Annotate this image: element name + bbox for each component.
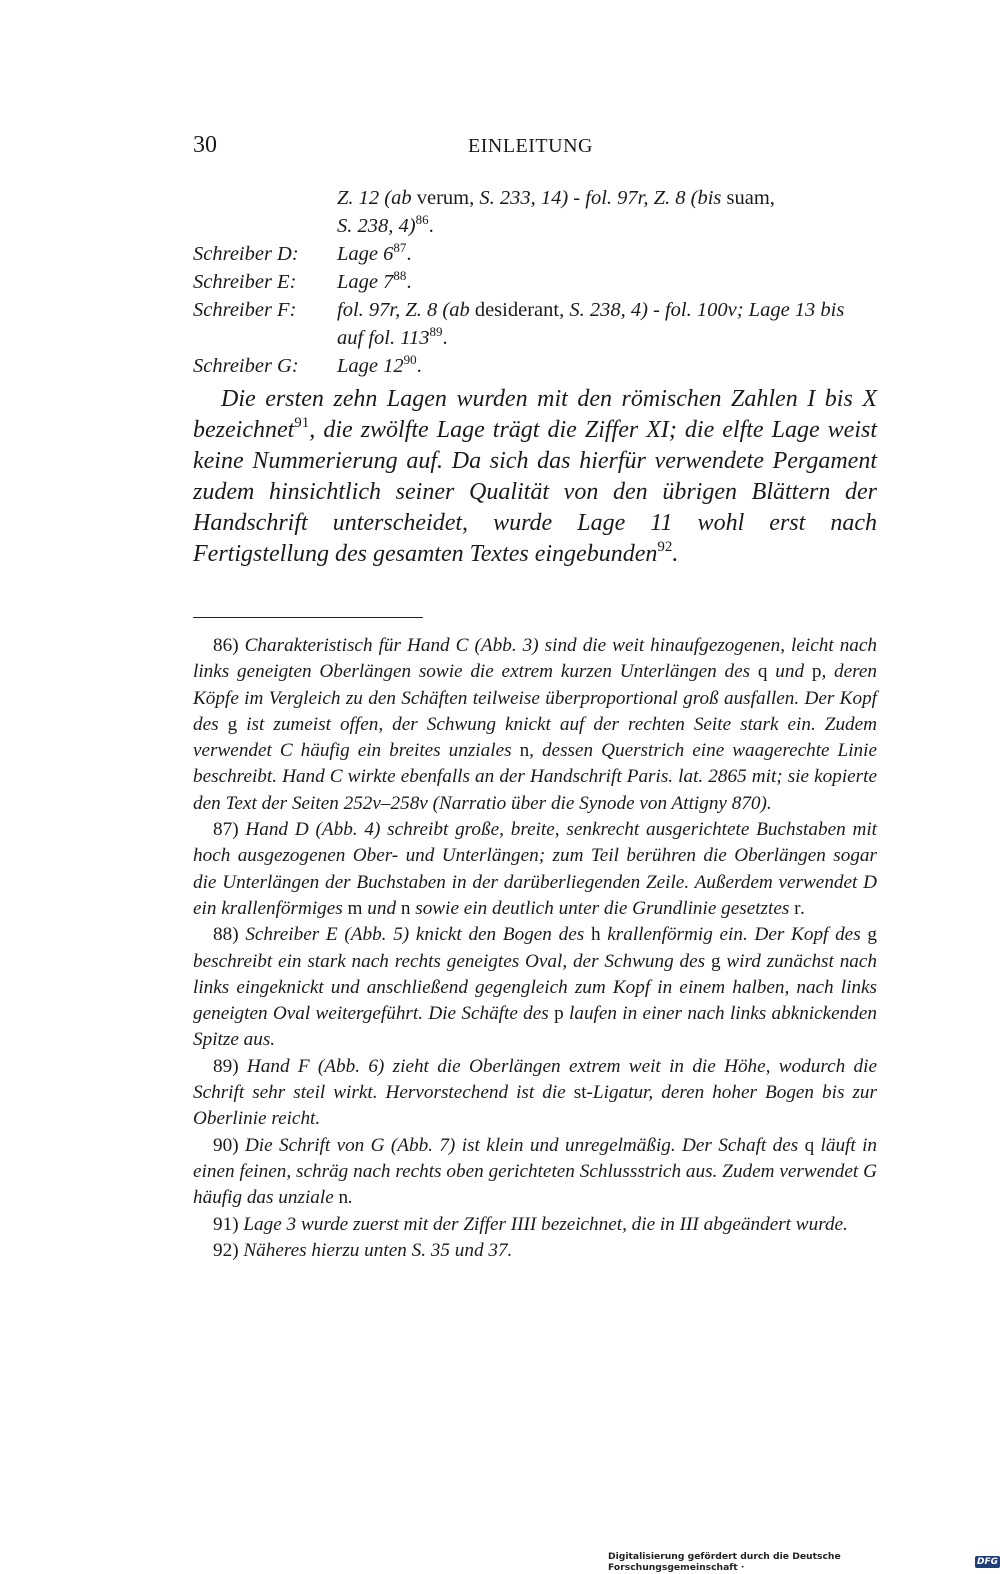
text: fol. 97r, Z. 8 (ab — [337, 299, 475, 321]
text: wird zunächst nach links eingeknickt und anschließend gegengleich zum Kopf in einem halben, nach links geneigten Oval weitergeführt. Die Schäfte des — [193, 950, 877, 1025]
text: . — [406, 243, 412, 265]
footnote-number: 92) — [213, 1239, 239, 1261]
text: sowie ein deutlich unter die Grundlinie gesetztes — [410, 897, 795, 919]
text: S. 238, 4) — [337, 215, 416, 237]
text: , die zwölfte Lage trägt die Ziffer XI; die elfte Lage weist keine Nummerierung auf. Da sich das hierfür verwendete Pergament zudem hinsichtlich seiner Qualität von den übrigen Blättern der Handschrift unterscheidet, wurde Lage 11 wohl erst nach Fertigstellung des gesamten Textes eingebunden — [193, 417, 877, 567]
text: Schreiber E (Abb. 5) knickt den Bogen des — [245, 924, 591, 946]
text: . — [406, 271, 412, 293]
scribe-list — [193, 184, 877, 380]
scribe-e-label: Schreiber E: — [193, 271, 297, 293]
text: krallenförmig ein. Der Kopf des — [600, 924, 868, 946]
text: g — [710, 950, 721, 972]
scribe-e-entry — [193, 268, 877, 296]
footnote-ref-89[interactable]: 89 — [429, 324, 443, 339]
running-head: EINLEITUNG — [468, 135, 593, 157]
text: , dessen Querstrich eine waagerechte Linie beschreibt. Hand C wirkte ebenfalls an der Handschrift Paris. lat. 2865 mit; sie kopierte den Text der Seiten 252v–258v (Narratio über die Synode von Attigny 870). — [193, 740, 877, 814]
text: , — [769, 187, 775, 209]
text: Die ersten zehn Lagen wurden mit den römischen Zahlen I bis X bezeichnet — [193, 386, 877, 443]
scribe-f-label: Schreiber F: — [193, 299, 297, 321]
text: suam — [726, 187, 770, 209]
digitization-footer — [608, 1551, 1000, 1573]
footnote-number: 88) — [213, 924, 239, 946]
text: m — [347, 897, 363, 919]
scribe-g-label: Schreiber G: — [193, 355, 299, 377]
footnote-separator — [193, 617, 423, 618]
footnote-number: 90) — [213, 1134, 239, 1156]
text: auf fol. 113 — [337, 327, 430, 349]
text: , S. 233, 14) - fol. 97r, Z. 8 (bis — [469, 187, 727, 209]
text: , deren Köpfe im Vergleich zu den Schäften teilweise überproportional groß ausfallen. Der Kopf des — [193, 661, 878, 735]
text: h — [590, 924, 601, 946]
footnote-ref-87[interactable]: 87 — [393, 240, 407, 255]
text: n — [519, 740, 530, 762]
text: . — [416, 355, 422, 377]
footnotes — [193, 633, 877, 1264]
text: laufen in einer nach links abknickenden Spitze aus. — [193, 1003, 877, 1051]
footnote-ref-90[interactable]: 90 — [403, 352, 417, 367]
text: p — [554, 1003, 564, 1025]
text: . — [428, 215, 434, 237]
text: ist zumeist offen, der Schwung knickt auf der rechten Seite stark ein. Zudem verwendet C häufig ein breites unziales — [193, 713, 878, 762]
footnote-91 — [193, 1212, 877, 1238]
dfg-logo-icon: DFG — [976, 1557, 998, 1567]
body-paragraph — [193, 384, 877, 570]
text: r — [794, 897, 801, 919]
text: Die Schrift von G (Abb. 7) ist klein und unregelmäßig. Der Schaft des — [244, 1134, 805, 1156]
text: st — [573, 1082, 587, 1104]
page-number: 30 — [193, 132, 217, 158]
text: beschreibt ein stark nach rechts geneigtes Oval, der Schwung des — [193, 950, 711, 972]
footnote-92 — [193, 1238, 877, 1264]
text: läuft in einen feinen, schräg nach rechts oben gerichteten Schlussstrich aus. Zudem verwendet G häufig das unziale — [193, 1134, 878, 1209]
scribe-c-continuation — [193, 184, 877, 240]
footnote-90 — [193, 1133, 877, 1212]
text: Hand F (Abb. 6) zieht die Oberlängen extrem weit in die Höhe, wodurch die Schrift sehr steil wirkt. Hervorstechend ist die — [193, 1055, 877, 1104]
text: n — [338, 1187, 349, 1209]
text: Z. 12 (ab — [337, 187, 417, 209]
scribe-g-entry — [193, 352, 877, 380]
footnote-ref-92[interactable]: 92 — [657, 539, 673, 555]
footnote-88 — [193, 922, 877, 1053]
scribe-d-label: Schreiber D: — [193, 243, 299, 265]
scribe-f-entry — [193, 296, 877, 352]
footnote-87 — [193, 817, 877, 922]
text: g — [227, 713, 238, 735]
scribe-g-value: Lage 12 — [337, 355, 404, 377]
text: , S. 238, 4) - fol. 100v; Lage 13 bis — [559, 299, 845, 321]
footnote-89 — [193, 1054, 877, 1133]
text: Hand D (Abb. 4) schreibt große, breite, senkrecht ausgerichtete Buchstaben mit hoch ausgezogenen Ober- und Unterlängen; zum Teil berühren die Oberlängen sogar die Unterlängen der Buchstaben in der darüberliegenden Zeile. Außerdem verwendet D ein krallenförmiges — [193, 819, 878, 919]
text: verum — [416, 187, 470, 209]
scribe-d-entry — [193, 240, 877, 268]
text: p — [811, 661, 822, 683]
footnote-number: 91) — [213, 1213, 239, 1235]
footnote-ref-91[interactable]: 91 — [294, 415, 310, 431]
text: n — [400, 897, 411, 919]
text: g — [867, 924, 877, 946]
text: -Ligatur, deren hoher Bogen bis zur Oberlinie reicht. — [193, 1082, 877, 1130]
text: q — [804, 1134, 815, 1156]
scribe-d-value: Lage 6 — [337, 243, 394, 265]
footnote-number: 86) — [213, 635, 239, 656]
text: . — [800, 897, 806, 919]
text: q — [757, 661, 768, 683]
text: Charakteristisch für Hand C (Abb. 3) sind die weit hinaufgezogenen, leicht nach links geneigten Oberlängen sowie die extrem kurzen Unterlängen des — [193, 635, 877, 683]
text: und — [767, 661, 812, 683]
scribe-e-value: Lage 7 — [337, 271, 394, 293]
digitization-note: Digitalisierung gefördert durch die Deutsche Forschungsgemeinschaft · — [608, 1551, 841, 1573]
text: . — [348, 1187, 353, 1209]
footnote-ref-88[interactable]: 88 — [393, 268, 407, 283]
text: und — [362, 897, 401, 919]
footnote-86 — [193, 633, 877, 817]
footnote-number: 87) — [213, 819, 239, 841]
text: . — [672, 541, 679, 567]
text: Näheres hierzu unten S. 35 und 37. — [243, 1239, 513, 1261]
text: desiderant — [474, 299, 560, 321]
footnote-ref-86[interactable]: 86 — [415, 212, 429, 227]
text: . — [442, 327, 448, 349]
text: Lage 3 wurde zuerst mit der Ziffer IIII bezeichnet, die in III abgeändert wurde. — [243, 1213, 848, 1235]
footnote-number: 89) — [213, 1055, 239, 1077]
